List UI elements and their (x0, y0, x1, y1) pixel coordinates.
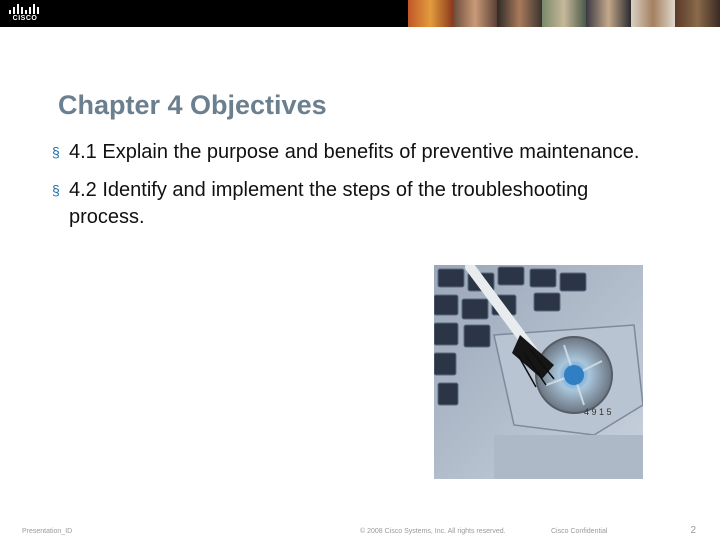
bullet-list (52, 139, 642, 242)
footer-copyright: © 2008 Cisco Systems, Inc. All rights reserved. (360, 528, 506, 535)
bullet-item (52, 139, 642, 166)
bullet-marker-icon: § (52, 144, 60, 160)
cisco-logo-text: CISCO (12, 15, 38, 22)
svg-text:4 9 1 5: 4 9 1 5 (584, 407, 612, 417)
cisco-logo (8, 4, 42, 23)
header-bar (0, 0, 720, 27)
footer-presentation-id: Presentation_ID (22, 528, 73, 535)
page-number: 2 (690, 525, 696, 536)
laptop-fan-cleaning-photo (434, 265, 643, 479)
bullet-item (52, 177, 642, 231)
footer-confidential: Cisco Confidential (551, 528, 608, 535)
bullet-marker-icon: § (52, 182, 60, 198)
slide-title: Chapter 4 Objectives (58, 90, 327, 120)
bullet-text: 4.1 Explain the purpose and benefits of preventive maintenance. (69, 141, 640, 163)
cisco-logo-bars-icon (8, 4, 42, 14)
header-photo-strip (408, 0, 720, 27)
bullet-text: 4.2 Identify and implement the steps of the troubleshooting process. (69, 179, 589, 228)
